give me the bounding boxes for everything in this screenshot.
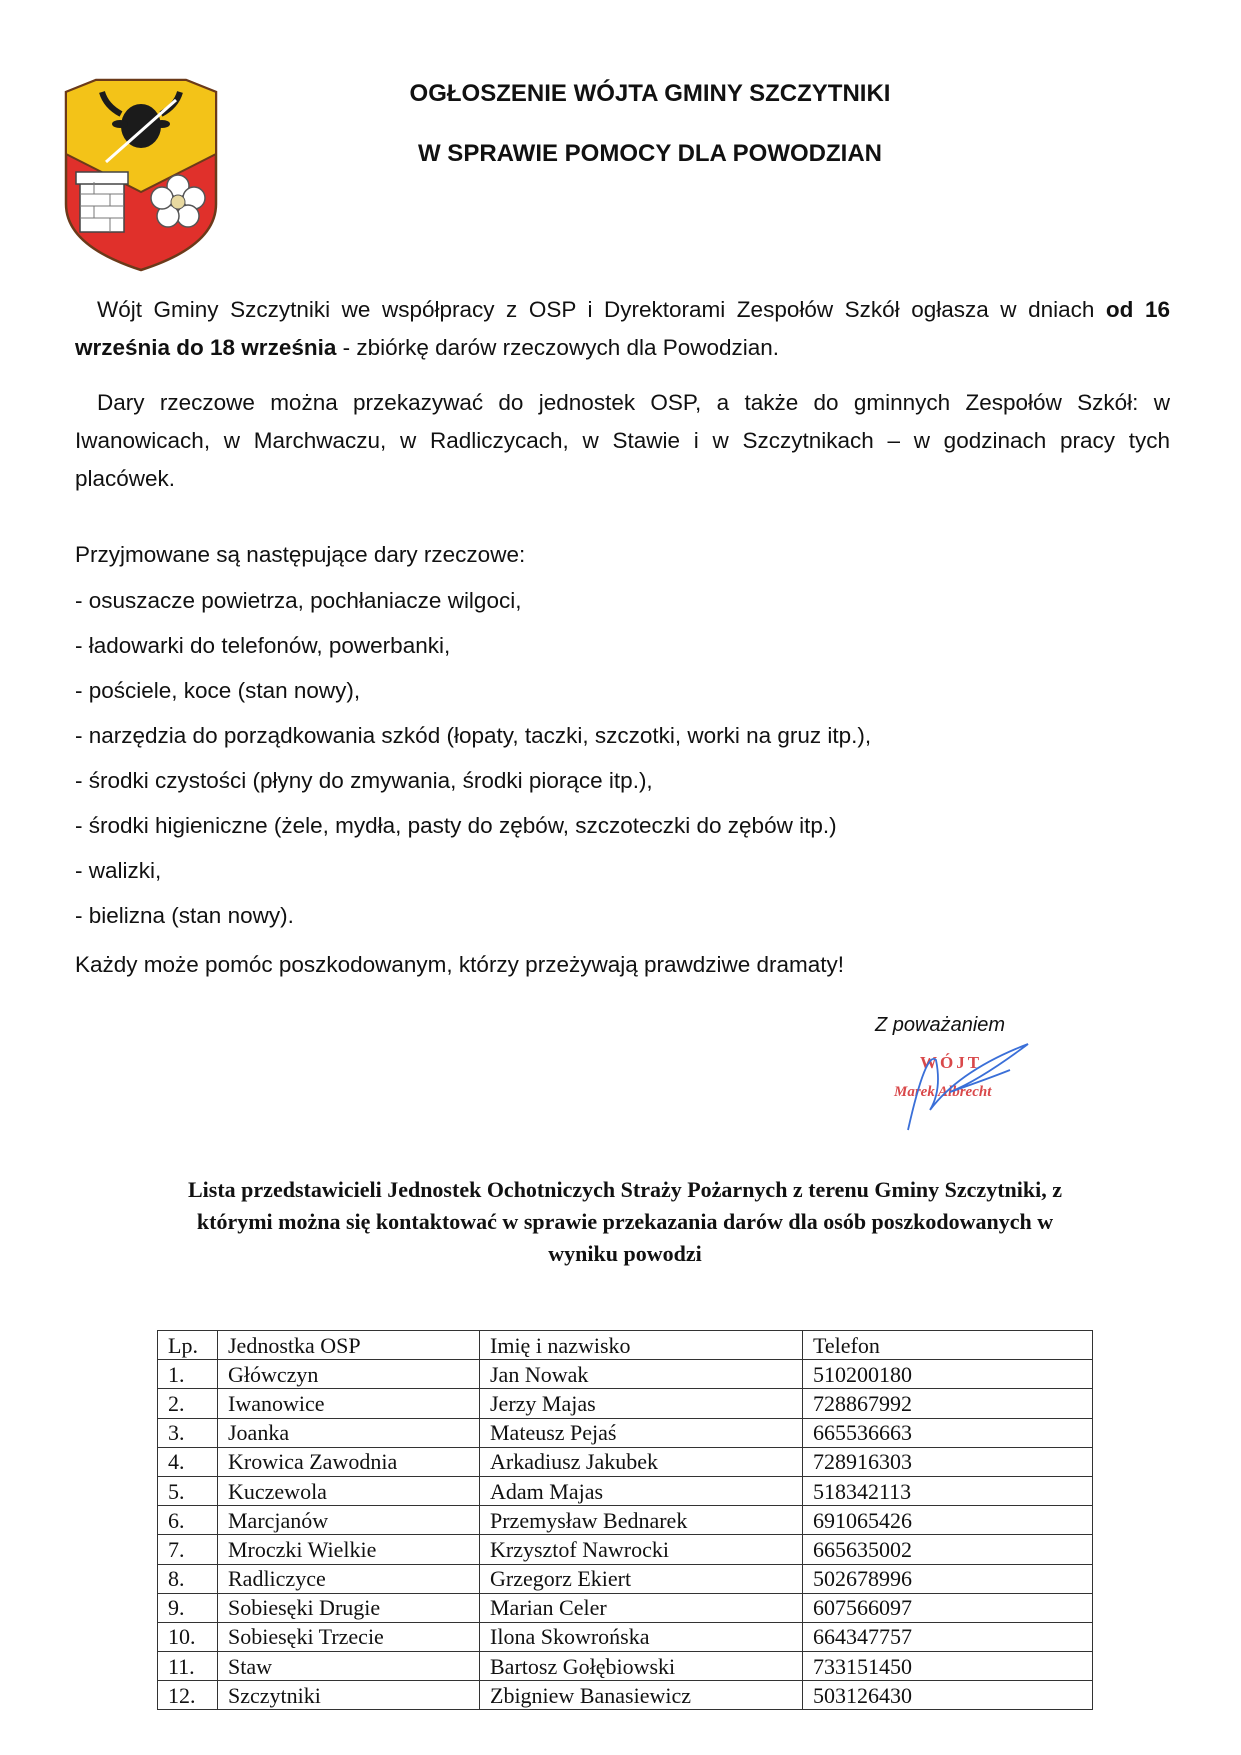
table-row [158,1681,1093,1710]
list-item: - walizki, [75,858,162,883]
contact-name: Bartosz Gołębiowski [480,1652,803,1681]
osp-unit: Joanka [218,1418,480,1447]
list-item: - bielizna (stan nowy). [75,903,294,928]
contact-name: Przemysław Bednarek [480,1506,803,1535]
list-intro: Przyjmowane są następujące dary rzeczowe: [75,542,526,567]
column-header: Telefon [803,1331,1093,1360]
table-row [158,1564,1093,1593]
stamp-name: Marek Albrecht [894,1084,992,1100]
contact-name: Krzysztof Nawrocki [480,1535,803,1564]
phone-number: 502678996 [803,1564,1093,1593]
table-row [158,1652,1093,1681]
osp-unit: Kuczewola [218,1476,480,1505]
phone-number: 503126430 [803,1681,1093,1710]
phone-number: 518342113 [803,1476,1093,1505]
osp-unit: Krowica Zawodnia [218,1447,480,1476]
closing-sentence: Każdy może pomóc poszkodowanym, którzy przeżywają prawdziwe dramaty! [75,952,845,977]
announcement-paragraph [75,291,1170,367]
column-header: Lp. [158,1331,218,1360]
phone-number: 728867992 [803,1389,1093,1418]
osp-unit: Główczyn [218,1360,480,1389]
stamp-title: WÓJT [920,1053,983,1072]
drop-off-paragraph: Dary rzeczowe można przekazywać do jednostek OSP, a także do gminnych Zespołów Szkół: w Iwanowicach, w Marchwaczu, w Radliczycach, w Stawie i w Szczytnikach – w godzinach pracy tych placówek. [75,390,1170,491]
row-number: 1. [158,1360,218,1389]
row-number: 11. [158,1652,218,1681]
contact-name: Mateusz Pejaś [480,1418,803,1447]
list-item: - pościele, koce (stan nowy), [75,678,361,703]
osp-unit: Szczytniki [218,1681,480,1710]
contact-name: Arkadiusz Jakubek [480,1447,803,1476]
contact-name: Adam Majas [480,1476,803,1505]
phone-number: 607566097 [803,1593,1093,1622]
table-row [158,1535,1093,1564]
phone-number: 691065426 [803,1506,1093,1535]
osp-contacts-table [157,1330,1093,1710]
table-title: Lista przedstawicieli Jednostek Ochotniczych Straży Pożarnych z terenu Gminy Szczytniki, z którymi można się kontaktować w sprawie przekazania darów dla osób poszkodowanych w wyniku powodzi [188,1177,1062,1266]
osp-unit: Sobiesęki Trzecie [218,1622,480,1651]
row-number: 3. [158,1418,218,1447]
table-header-row [158,1331,1093,1360]
column-header: Imię i nazwisko [480,1331,803,1360]
table-row [158,1476,1093,1505]
contact-name: Jerzy Majas [480,1389,803,1418]
table-row [158,1360,1093,1389]
paragraph-text: Wójt Gminy Szczytniki we współpracy z OSP i Dyrektorami Zespołów Szkół ogłasza w dniach [97,297,1106,322]
osp-unit: Marcjanów [218,1506,480,1535]
list-item: - ładowarki do telefonów, powerbanki, [75,633,451,658]
list-item: - środki higieniczne (żele, mydła, pasty do zębów, szczoteczki do zębów itp.) [75,813,837,838]
phone-number: 510200180 [803,1360,1093,1389]
row-number: 2. [158,1389,218,1418]
table-row [158,1506,1093,1535]
contact-name: Zbigniew Banasiewicz [480,1681,803,1710]
phone-number: 728916303 [803,1447,1093,1476]
row-number: 12. [158,1681,218,1710]
paragraph-text-end: - zbiórkę darów rzeczowych dla Powodzian. [336,335,780,360]
column-header: Jednostka OSP [218,1331,480,1360]
list-item: - osuszacze powietrza, pochłaniacze wilgoci, [75,588,522,613]
table-row [158,1447,1093,1476]
contact-name: Marian Celer [480,1593,803,1622]
table-row [158,1593,1093,1622]
row-number: 8. [158,1564,218,1593]
page-subtitle: W SPRAWIE POMOCY DLA POWODZIAN [417,140,882,167]
coat-of-arms-icon [58,74,224,274]
row-number: 4. [158,1447,218,1476]
phone-number: 665536663 [803,1418,1093,1447]
row-number: 5. [158,1476,218,1505]
contact-name: Jan Nowak [480,1360,803,1389]
osp-unit: Iwanowice [218,1389,480,1418]
date-range: od 16 września do 18 września [75,297,1170,360]
contact-name: Grzegorz Ekiert [480,1564,803,1593]
contact-name: Ilona Skowrońska [480,1622,803,1651]
greeting: Z poważaniem [875,1014,1006,1036]
osp-unit: Mroczki Wielkie [218,1535,480,1564]
row-number: 9. [158,1593,218,1622]
page-title: OGŁOSZENIE WÓJTA GMINY SZCZYTNIKI [409,80,891,107]
row-number: 7. [158,1535,218,1564]
row-number: 10. [158,1622,218,1651]
list-item: - środki czystości (płyny do zmywania, środki piorące itp.), [75,768,653,793]
table-row [158,1389,1093,1418]
table-row [158,1622,1093,1651]
phone-number: 733151450 [803,1652,1093,1681]
phone-number: 664347757 [803,1622,1093,1651]
osp-unit: Radliczyce [218,1564,480,1593]
osp-unit: Sobiesęki Drugie [218,1593,480,1622]
signature-stamp [890,1030,1040,1140]
table-row [158,1418,1093,1447]
row-number: 6. [158,1506,218,1535]
list-item: - narzędzia do porządkowania szkód (łopaty, taczki, szczotki, worki na gruz itp.), [75,723,872,748]
phone-number: 665635002 [803,1535,1093,1564]
osp-unit: Staw [218,1652,480,1681]
